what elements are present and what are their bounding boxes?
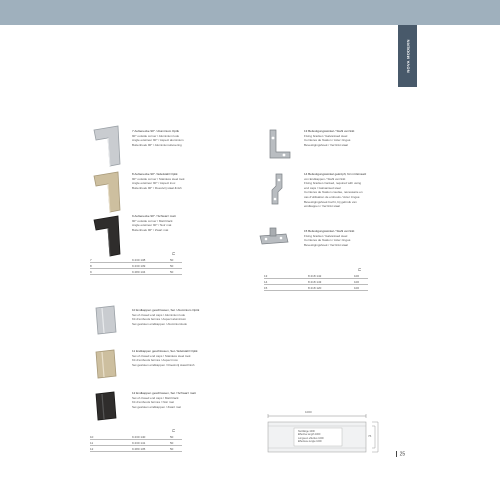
item-10-title: 10 Endkappen geschlossen, Set / Aluminium Optik: [132, 308, 200, 312]
item-12-title: 12 Endkappen geschlossen, Set / Schwarz matt: [132, 391, 196, 395]
drawing-note-line: Effective length 1000: [298, 433, 321, 437]
corner-aluminium-image: [88, 124, 128, 168]
row-code: 9 230 140: [132, 434, 146, 439]
row-code: 8 218 120: [308, 285, 322, 290]
row-num: 15: [264, 285, 268, 290]
item-9-line: Buitenhoek 90° / Zwart mat: [132, 227, 169, 232]
pack-icon: ⊏: [172, 251, 176, 256]
row-code: 9 280 134: [132, 269, 146, 274]
table-row: [90, 269, 182, 275]
item-13-line: Cornières de fixation / Acier zingué: [304, 138, 351, 143]
row-qty: 50: [170, 269, 174, 274]
item-14-text: [304, 172, 394, 209]
item-9-text: [132, 214, 212, 232]
row-qty: 50: [170, 257, 174, 262]
page-number: [396, 451, 405, 457]
item-15-text: [304, 229, 394, 247]
item-13-text: [304, 129, 394, 147]
item-7-line: 90° outside corner / Aluminium look: [132, 133, 180, 138]
item-9-title: 9 Außenecke 90° / Schwarz matt: [132, 214, 176, 218]
row-qty: 100: [354, 285, 360, 290]
endcap-black-image: [88, 388, 124, 424]
item-14-line: Cornières de fixation coudée, nécessaire en: [304, 190, 363, 195]
item-10-text: [132, 308, 232, 326]
item-15-line: Fixing bracket / Galvanised steel: [304, 233, 348, 238]
row-code: 8 218 142: [308, 273, 322, 278]
order-table-7-9: [90, 251, 182, 275]
item-13-line: Bevestigingshoek / Verzinkt staal: [304, 142, 348, 147]
item-7-line: Angle extérieur 90° / Aspect aluminium: [132, 138, 184, 143]
drawing-width-label: 1000: [305, 410, 312, 414]
row-num: 7: [90, 257, 92, 262]
item-14-line: Bevestigingshoek bocht, bij gebruik van: [304, 199, 357, 204]
item-11-title: 11 Endkappen geschlossen, Set / Edelstahl Optik: [132, 349, 198, 353]
item-11-line: Kit d'embouts fermés / Aspect inox: [132, 358, 178, 363]
pack-icon: ⊏: [358, 267, 362, 272]
item-7-text: [132, 129, 212, 147]
item-12-line: Kit d'embouts fermés / Noir mat: [132, 400, 174, 405]
row-code: 8 218 143: [308, 279, 322, 284]
page-number-value: 25: [399, 451, 406, 458]
row-code: 9 230 138: [132, 257, 146, 262]
row-qty: 100: [354, 273, 360, 278]
row-qty: 100: [354, 279, 360, 284]
item-14-line: von Endkappen / Stahl verzinkt: [304, 176, 346, 181]
drawing-note-line: Longueur effective 1000: [298, 436, 324, 440]
row-code: 9 280 135: [132, 446, 146, 451]
drawing-note-line: Effectieve lengte 1000: [298, 440, 322, 444]
corner-stainless-image: [88, 170, 128, 214]
row-qty: 50: [170, 263, 174, 268]
side-tab-label: NOVA MODERN: [405, 39, 410, 73]
item-13-line: Fixing bracket / Galvanised steel: [304, 133, 348, 138]
row-num: 12: [90, 446, 94, 451]
item-7-title: 7 Außenecke 90° / Aluminium Optik: [132, 129, 180, 133]
row-qty: 50: [170, 446, 174, 451]
item-14-line: cas d'utilisation de embouts / Acier zingué: [304, 194, 360, 199]
item-14-line: Fixing bracket cranked, required with using: [304, 181, 362, 186]
row-num: 11: [90, 440, 94, 445]
row-qty: 50: [170, 434, 174, 439]
row-qty: 50: [170, 440, 174, 445]
item-10-line: Set of closed end caps / Aluminium look: [132, 312, 186, 317]
item-12-text: [132, 391, 232, 409]
item-7-line: Buitenhoek 90° / Aluminiumuitvoering: [132, 142, 182, 147]
item-9-line: 90° outside corner / Matt black: [132, 218, 173, 223]
item-15-title: 15 Befestigungswinkel / Stahl verzinkt: [304, 229, 355, 233]
order-table-10-12: [90, 428, 182, 452]
bracket-13-image: [262, 126, 296, 162]
item-9-line: Angle extérieur 90° / Noir mat: [132, 223, 172, 228]
item-8-line: Buitenhoek 90° / Roestvrij staal-finish: [132, 185, 182, 190]
pack-icon: ⊏: [172, 428, 176, 433]
item-15-line: Bevestigingshoek / Verzinkt staal: [304, 242, 348, 247]
page-number-divider: [396, 451, 397, 457]
item-15-line: Cornières de fixation / Acier zingué: [304, 238, 351, 243]
row-num: 8: [90, 263, 92, 268]
item-11-line: Set of closed end caps / Stainless steel look: [132, 353, 191, 358]
table-row: [90, 446, 182, 452]
order-table-13-15: [264, 267, 368, 291]
side-tab: [398, 25, 417, 87]
row-num: 14: [264, 279, 268, 284]
item-8-text: [132, 172, 212, 190]
item-11-line: Set gesloten eindkappen / Roestvrij staal-finish: [132, 362, 195, 367]
item-12-line: Set of closed end caps / Matt black: [132, 395, 179, 400]
row-num: 10: [90, 434, 94, 439]
item-8-line: 90° outside corner / Stainless steel look: [132, 176, 185, 181]
item-13-title: 13 Befestigungswinkel / Stahl verzinkt: [304, 129, 355, 133]
row-num: 9: [90, 269, 92, 274]
item-14-line: eindkappen / Verzinkt staal: [304, 204, 340, 209]
drawing-note: [298, 430, 338, 444]
row-code: 9 230 141: [132, 440, 146, 445]
item-14-title: 14 Befestigungswinkel gekröpft, für mit Einsatz: [304, 172, 367, 176]
row-code: 9 230 139: [132, 263, 146, 268]
item-10-line: Kit d'embouts fermés / Aspect aluminium: [132, 317, 187, 322]
item-8-line: Angle extérieur 90° / Aspect inox: [132, 181, 176, 186]
table-row: [264, 285, 368, 291]
drawing-height-label: 76: [368, 434, 372, 438]
drawing-note-line: Nutzlänge 1000: [298, 430, 315, 433]
bracket-14-image: [264, 172, 298, 208]
bracket-15-image: [256, 226, 292, 250]
item-8-title: 8 Außenecke 90° / Edelstahl Optik: [132, 172, 178, 176]
endcap-stainless-image: [88, 346, 124, 382]
item-10-line: Set gesloten eindkappen / Aluminiumlook: [132, 321, 187, 326]
item-11-text: [132, 349, 232, 367]
endcap-aluminium-image: [88, 302, 124, 338]
item-14-line: end caps / Galvanised steel: [304, 185, 341, 190]
item-12-line: Set gesloten eindkappen / Zwart mat: [132, 404, 181, 409]
top-band: [0, 0, 500, 25]
row-num: 13: [264, 273, 268, 278]
